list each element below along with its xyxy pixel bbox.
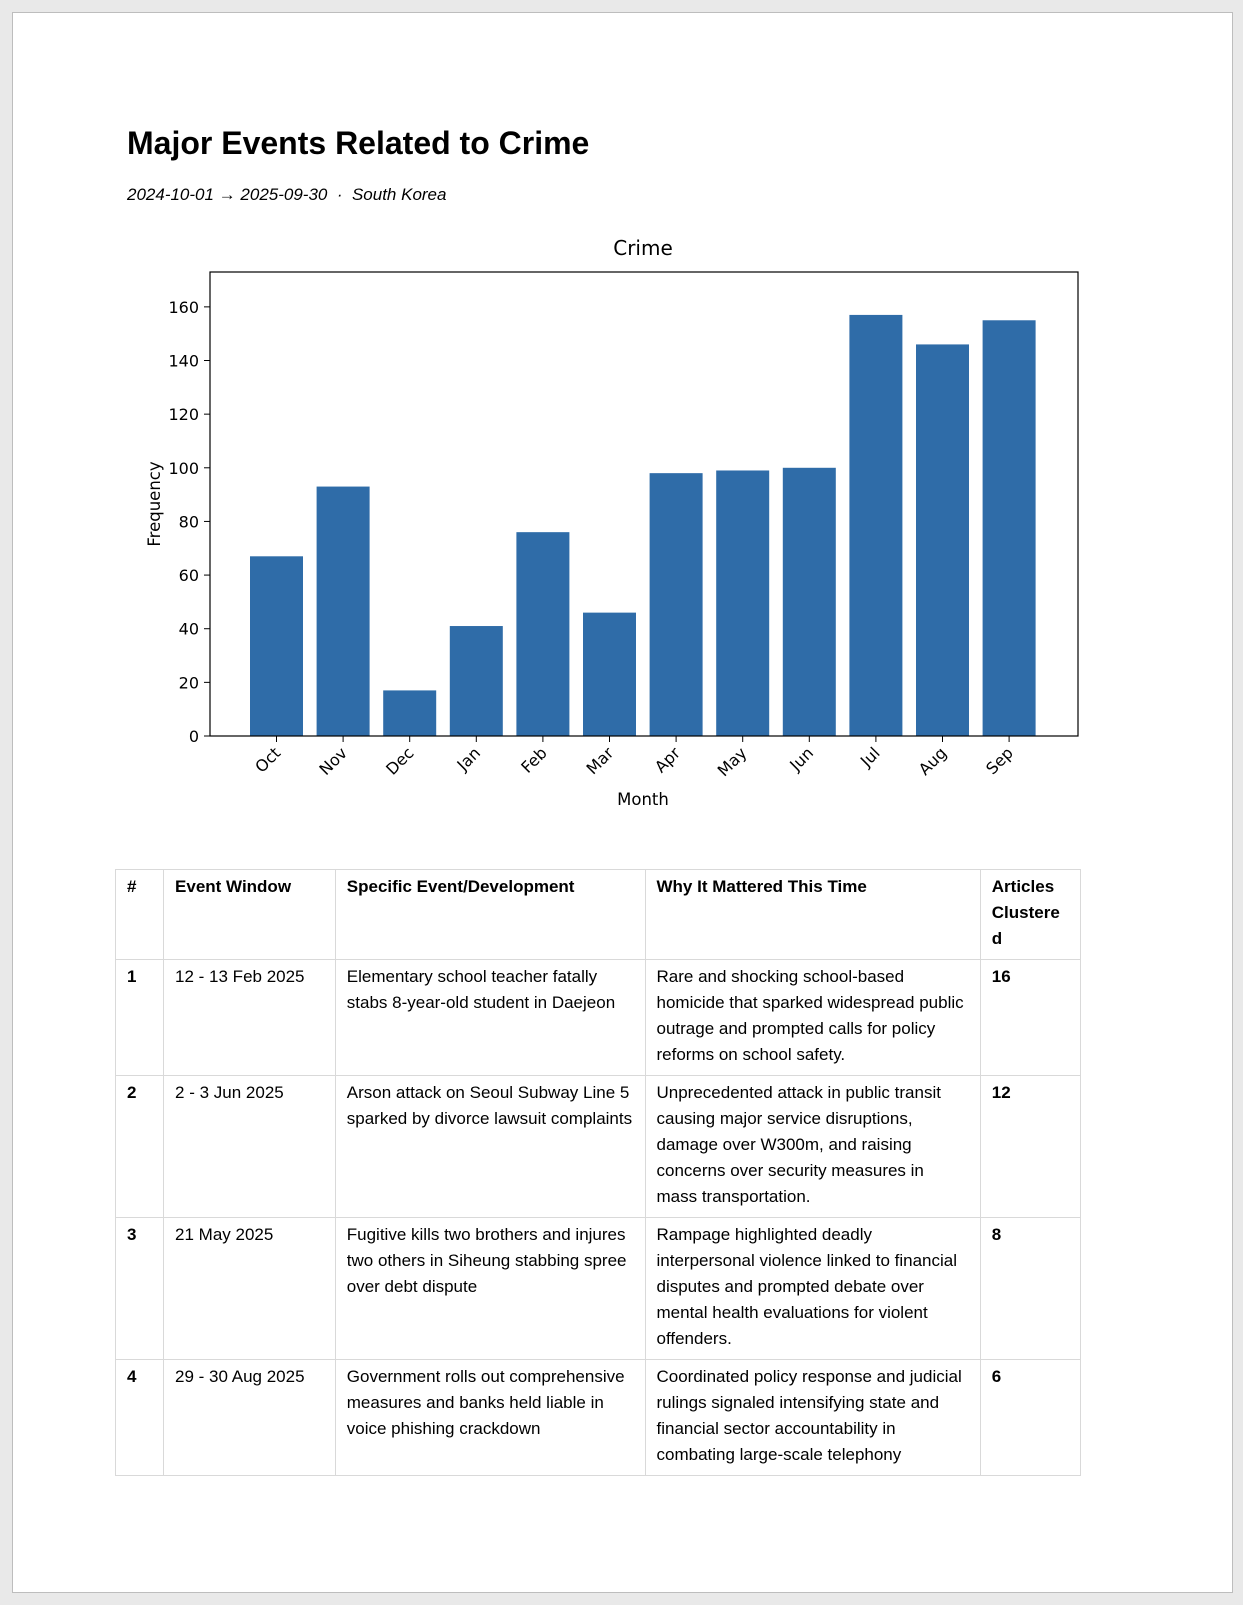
bar-sep bbox=[983, 320, 1036, 736]
x-tick-label: May bbox=[713, 743, 751, 781]
bar-may bbox=[716, 470, 769, 736]
header-specific-event: Specific Event/Development bbox=[335, 870, 645, 960]
x-tick-label: Jul bbox=[856, 743, 884, 771]
row-specific-event: Fugitive kills two brothers and injures two others in Siheung stabbing spree over debt dispute bbox=[335, 1218, 645, 1360]
x-tick-label: Apr bbox=[650, 743, 684, 777]
bar-mar bbox=[583, 613, 636, 736]
row-number: 3 bbox=[116, 1218, 164, 1360]
page-title: Major Events Related to Crime bbox=[127, 125, 590, 161]
row-event-window: 12 - 13 Feb 2025 bbox=[164, 960, 336, 1076]
header-num: # bbox=[116, 870, 164, 960]
row-specific-event: Government rolls out comprehensive measures and banks held liable in voice phishing crackdown bbox=[335, 1360, 645, 1476]
row-articles-count: 12 bbox=[980, 1076, 1080, 1218]
x-tick-label: Oct bbox=[251, 743, 285, 777]
x-tick-label: Mar bbox=[582, 743, 618, 779]
y-tick-label: 160 bbox=[168, 297, 199, 317]
y-tick-label: 80 bbox=[178, 512, 199, 532]
row-why-it-mattered: Unprecedented attack in public transit causing major service disruptions, damage over W300m, and raising concerns over security measures in mass transportation. bbox=[645, 1076, 980, 1218]
row-specific-event: Arson attack on Seoul Subway Line 5 sparked by divorce lawsuit complaints bbox=[335, 1076, 645, 1218]
x-tick-label: Jan bbox=[453, 743, 485, 775]
bar-jul bbox=[849, 315, 902, 736]
bar-feb bbox=[516, 532, 569, 736]
table-row bbox=[116, 1076, 1081, 1218]
table-row bbox=[116, 1218, 1081, 1360]
y-tick-label: 100 bbox=[168, 458, 199, 478]
row-number: 4 bbox=[116, 1360, 164, 1476]
x-tick-label: Jun bbox=[786, 743, 818, 775]
row-number: 2 bbox=[116, 1076, 164, 1218]
table-row bbox=[116, 1360, 1081, 1476]
y-axis bbox=[168, 298, 210, 746]
y-tick-label: 40 bbox=[178, 619, 199, 639]
x-axis-label: Month bbox=[617, 790, 669, 809]
events-table bbox=[115, 869, 1081, 1476]
row-why-it-mattered: Rare and shocking school-based homicide that sparked widespread public outrage and prompted calls for policy reforms on school safety. bbox=[645, 960, 980, 1076]
subtitle-separator: · bbox=[336, 185, 343, 204]
row-why-it-mattered: Coordinated policy response and judicial rulings signaled intensifying state and financial sector accountability in combating large-scale telephony bbox=[645, 1360, 980, 1476]
y-tick-label: 140 bbox=[168, 351, 199, 371]
bar-jun bbox=[783, 468, 836, 736]
header-articles-clustered: Articles Clustered bbox=[980, 870, 1080, 960]
x-tick-label: Aug bbox=[914, 743, 951, 779]
y-tick-label: 20 bbox=[178, 673, 199, 693]
y-tick-label: 60 bbox=[178, 566, 199, 586]
crime-bar-chart bbox=[13, 13, 1234, 843]
table-header-row bbox=[116, 870, 1081, 960]
header-event-window: Event Window bbox=[164, 870, 336, 960]
row-number: 1 bbox=[116, 960, 164, 1076]
y-tick-label: 0 bbox=[188, 727, 199, 746]
row-event-window: 29 - 30 Aug 2025 bbox=[164, 1360, 336, 1476]
bar-apr bbox=[650, 473, 703, 736]
x-tick-label: Sep bbox=[982, 743, 1017, 779]
bar-nov bbox=[317, 487, 370, 736]
row-why-it-mattered: Rampage highlighted deadly interpersonal violence linked to financial disputes and prompted debate over mental health evaluations for violent offenders. bbox=[645, 1218, 980, 1360]
row-event-window: 2 - 3 Jun 2025 bbox=[164, 1076, 336, 1218]
y-tick-label: 120 bbox=[168, 405, 199, 425]
bar-series bbox=[250, 315, 1036, 736]
bar-oct bbox=[250, 556, 303, 736]
row-articles-count: 16 bbox=[980, 960, 1080, 1076]
document-page bbox=[12, 12, 1233, 1593]
date-range: 2024-10-01 → 2025-09-30 bbox=[127, 185, 328, 204]
row-specific-event: Elementary school teacher fatally stabs 8-year-old student in Daejeon bbox=[335, 960, 645, 1076]
bar-aug bbox=[916, 344, 969, 736]
x-tick-label: Nov bbox=[315, 743, 351, 779]
region-label: South Korea bbox=[351, 185, 447, 204]
y-axis-label: Frequency bbox=[145, 461, 164, 547]
bar-jan bbox=[450, 626, 503, 736]
x-tick-label: Dec bbox=[382, 743, 418, 779]
x-axis bbox=[251, 736, 1017, 780]
table-row bbox=[116, 960, 1081, 1076]
row-articles-count: 8 bbox=[980, 1218, 1080, 1360]
bar-dec bbox=[383, 690, 436, 736]
row-articles-count: 6 bbox=[980, 1360, 1080, 1476]
x-tick-label: Feb bbox=[517, 743, 551, 777]
chart-title: Crime bbox=[613, 236, 673, 260]
row-event-window: 21 May 2025 bbox=[164, 1218, 336, 1360]
header-why-it-mattered: Why It Mattered This Time bbox=[645, 870, 980, 960]
